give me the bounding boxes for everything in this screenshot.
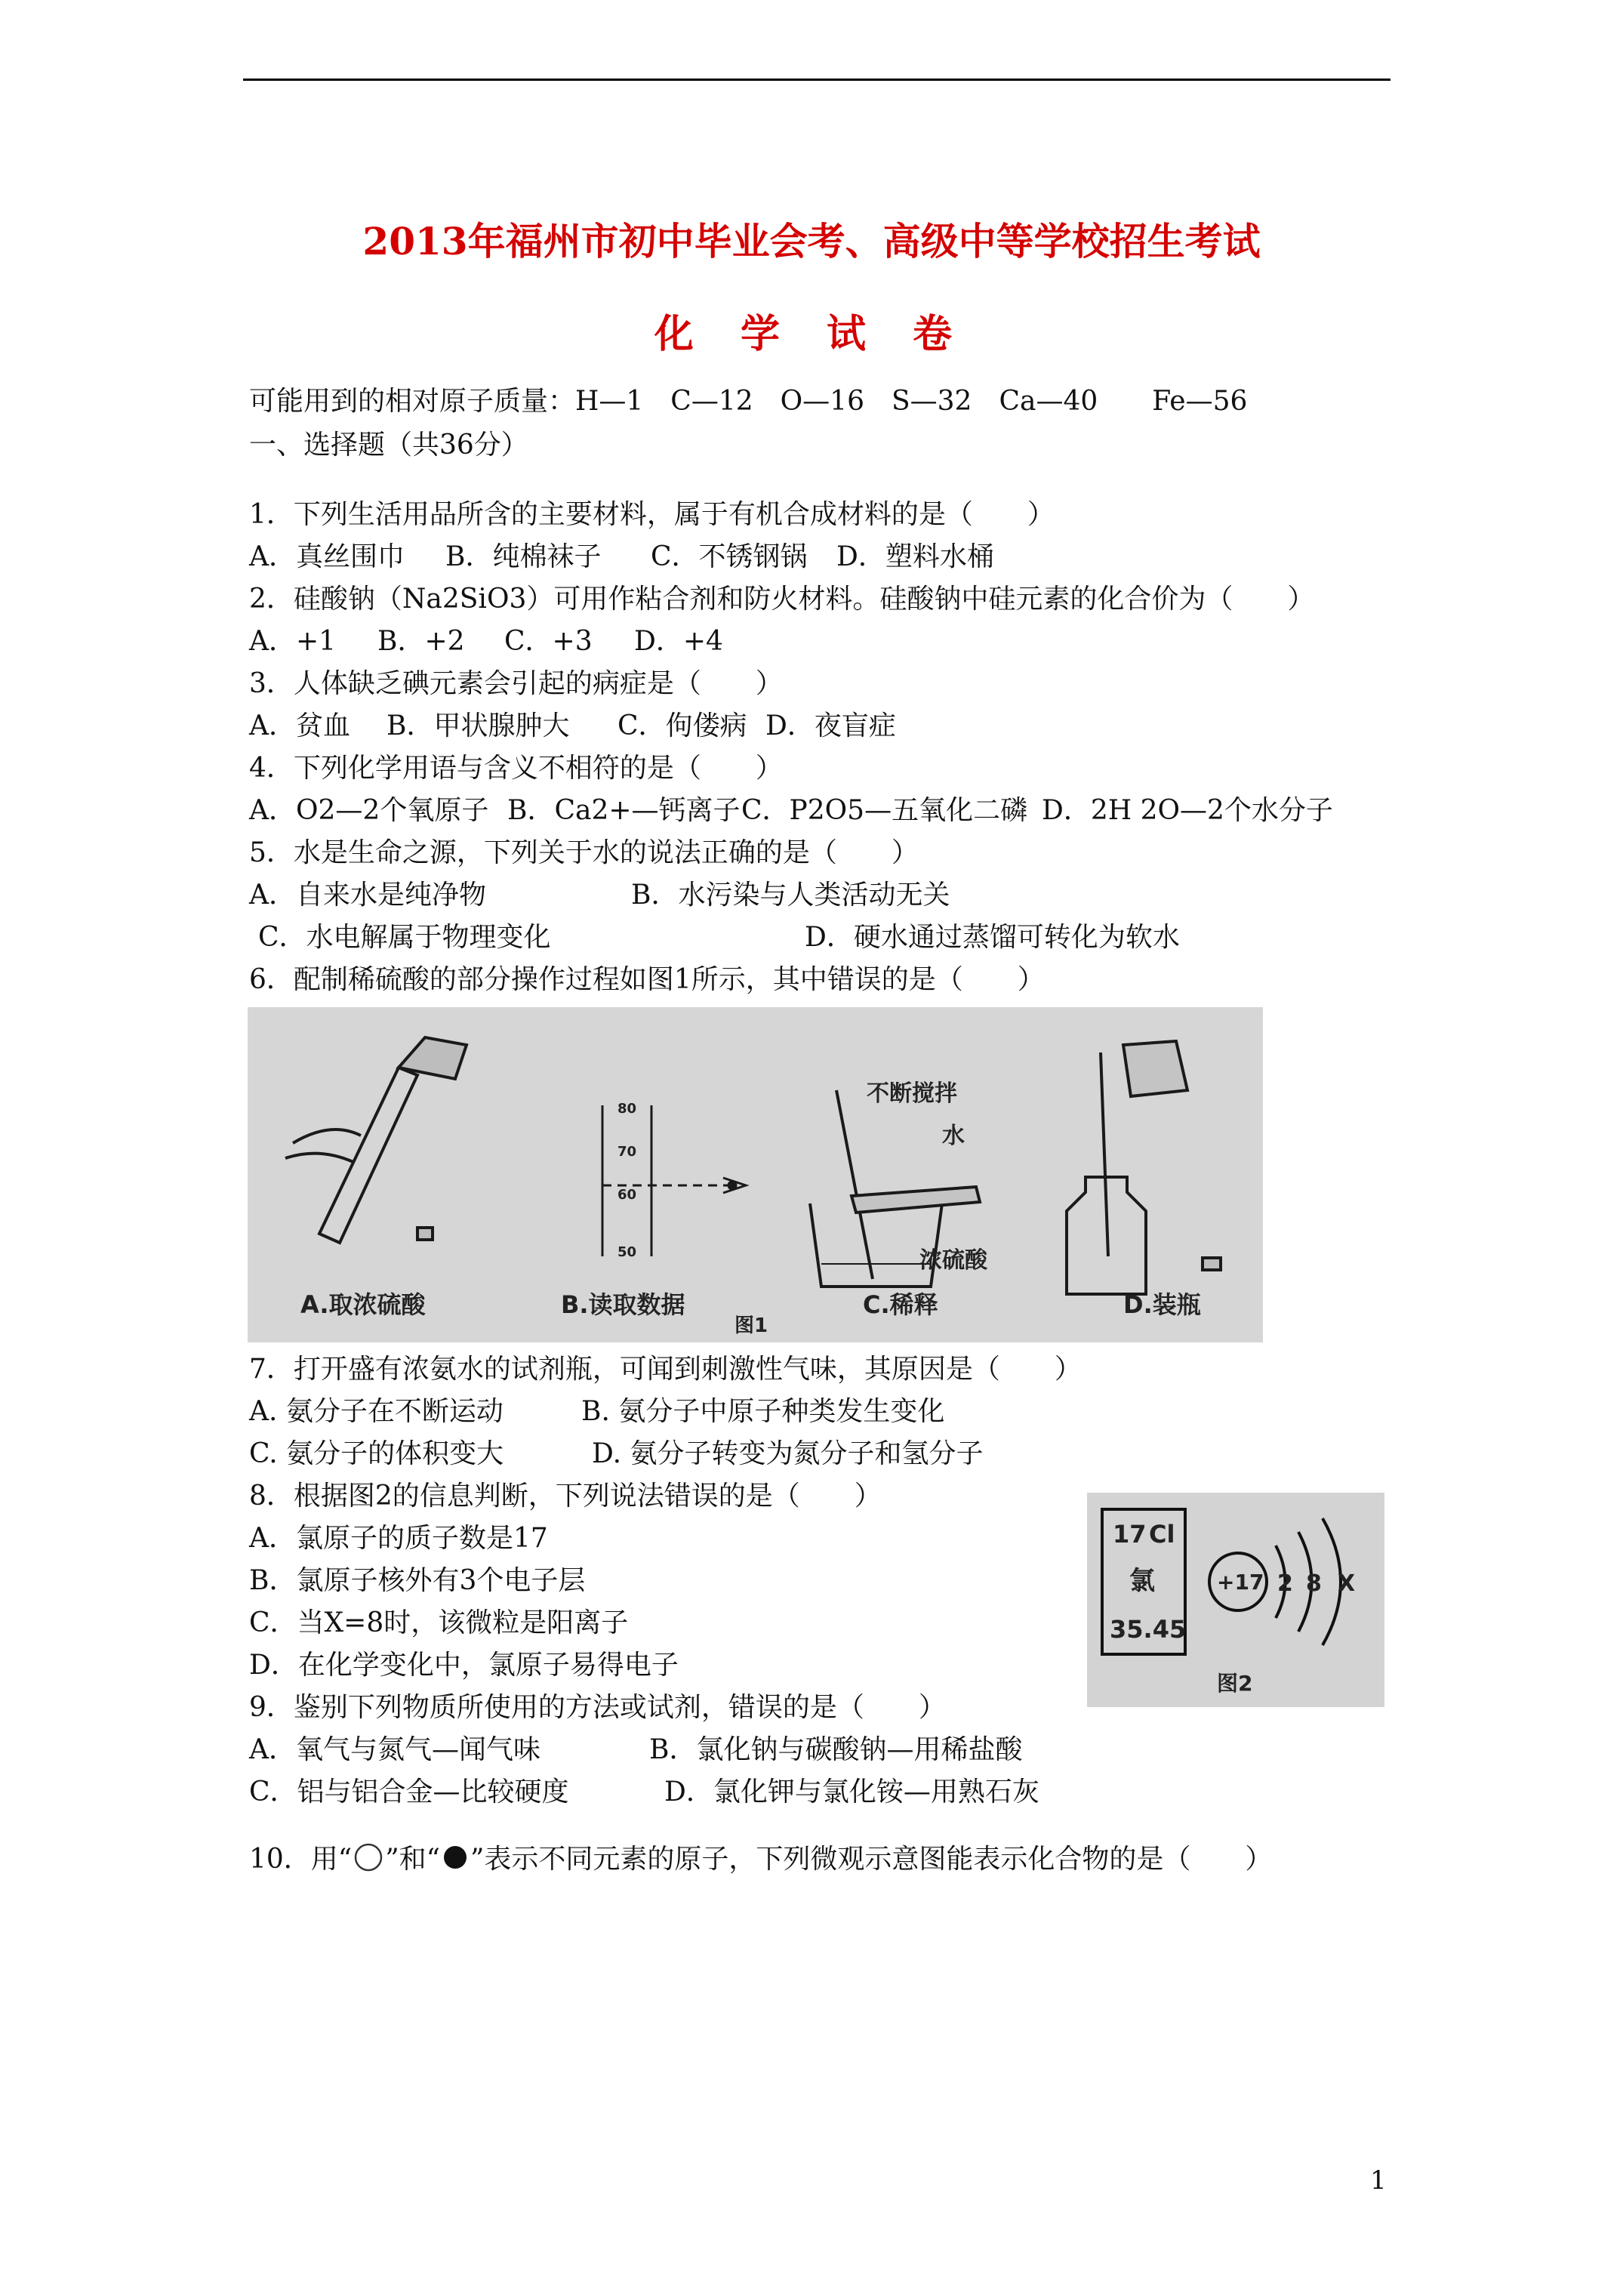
q4-option-b: B．Ca2+—钙离子 <box>507 795 741 826</box>
question-4-stem: 4．下列化学用语与含义不相符的是（ ） <box>249 753 783 784</box>
q2-option-d: D．+4 <box>634 626 723 657</box>
page-number: 1 <box>1370 2165 1387 2196</box>
q2-option-c: C．+3 <box>504 626 593 657</box>
q8-option-a: A．氯原子的质子数是17 <box>249 1523 548 1554</box>
shell-3-count: X <box>1338 1570 1356 1597</box>
q10-part2: ”和“ <box>385 1844 441 1875</box>
q9-option-b: B．氯化钠与碳酸钠—用稀盐酸 <box>649 1734 1023 1765</box>
water-label: 水 <box>942 1123 965 1149</box>
question-3-stem: 3．人体缺乏碘元素会引起的病症是（ ） <box>249 668 783 699</box>
q9-option-d: D．氯化钾与氯化铵—用熟石灰 <box>664 1777 1039 1808</box>
q10-part1: 10．用“ <box>249 1844 353 1875</box>
scale-80: 80 <box>617 1101 637 1117</box>
black-atom-icon <box>440 1842 470 1872</box>
stir-label: 不断搅拌 <box>867 1080 957 1107</box>
q3-option-b: B．甲状腺肿大 <box>387 710 570 741</box>
shell-2-count: 8 <box>1306 1570 1322 1597</box>
figure-2 <box>1087 1493 1384 1707</box>
figure-1 <box>248 1007 1263 1342</box>
question-6-stem: 6．配制稀硫酸的部分操作过程如图1所示，其中错误的是（ ） <box>249 964 1045 995</box>
figure-1-caption: 图1 <box>735 1314 768 1337</box>
label-c: C.稀释 <box>863 1290 938 1319</box>
q2-option-b: B．+2 <box>377 626 465 657</box>
q1-option-b: B．纯棉袜子 <box>445 541 602 572</box>
q3-option-c: C．佝偻病 <box>617 710 747 741</box>
element-mass: 35.45 <box>1110 1615 1187 1644</box>
figure-2-caption: 图2 <box>1217 1671 1253 1696</box>
q8-option-c: C．当X=8时，该微粒是阳离子 <box>249 1607 629 1638</box>
q4-option-c: C．P2O5—五氧化二磷 <box>741 795 1028 826</box>
section-heading: 一、选择题（共36分） <box>249 430 528 461</box>
element-number: 17 <box>1113 1520 1147 1549</box>
element-name: 氯 <box>1129 1566 1155 1596</box>
q9-option-c: C．铝与铝合金—比较硬度 <box>249 1777 569 1808</box>
q5-option-d: D．硬水通过蒸馏可转化为软水 <box>805 922 1180 953</box>
q1-option-d: D．塑料水桶 <box>836 541 994 572</box>
q3-option-a: A．贫血 <box>249 710 350 741</box>
q5-option-b: B．水污染与人类活动无关 <box>631 880 950 911</box>
scale-70: 70 <box>617 1144 637 1160</box>
q7-option-b: B. 氨分子中原子种类发生变化 <box>581 1396 945 1427</box>
q10-part3: ”表示不同元素的原子，下列微观示意图能表示化合物的是（ ） <box>470 1844 1273 1875</box>
question-1-stem: 1．下列生活用品所含的主要材料，属于有机合成材料的是（ ） <box>249 499 1055 530</box>
acid-label: 浓硫酸 <box>919 1247 987 1274</box>
question-10-stem <box>249 1841 1272 1876</box>
q9-option-a: A．氧气与氮气—闻气味 <box>249 1734 540 1765</box>
question-9-stem: 9．鉴别下列物质所使用的方法或试剂，错误的是（ ） <box>249 1692 946 1723</box>
exam-title: 2013年福州市初中毕业会考、高级中等学校招生考试 <box>362 219 1261 264</box>
q7-option-a: A. 氨分子在不断运动 <box>249 1396 504 1427</box>
scale-50: 50 <box>617 1244 637 1260</box>
q5-option-a: A．自来水是纯净物 <box>249 880 486 911</box>
question-2-stem: 2．硅酸钠（Na2SiO3）可用作粘合剂和防火材料。硅酸钠中硅元素的化合价为（ ） <box>249 584 1315 615</box>
question-8-stem: 8．根据图2的信息判断，下列说法错误的是（ ） <box>249 1481 882 1512</box>
shell-1-count: 2 <box>1277 1570 1293 1597</box>
label-a: A.取浓硫酸 <box>300 1290 426 1319</box>
q4-option-d: D．2H 2O—2个水分子 <box>1042 795 1333 826</box>
q8-option-b: B．氯原子核外有3个电子层 <box>249 1565 586 1596</box>
atomic-masses: 可能用到的相对原子质量：H—1 C—12 O—16 S—32 Ca—40 Fe—56 <box>249 386 1248 417</box>
q7-option-d: D. 氨分子转变为氮分子和氢分子 <box>592 1438 984 1469</box>
header-rule <box>243 79 1390 81</box>
element-symbol: Cl <box>1149 1520 1175 1549</box>
question-5-stem: 5．水是生命之源，下列关于水的说法正确的是（ ） <box>249 837 919 868</box>
label-b: B.读取数据 <box>561 1290 685 1319</box>
q1-option-a: A．真丝围巾 <box>249 541 405 572</box>
q1-option-c: C．不锈钢锅 <box>651 541 808 572</box>
exam-subtitle: 化 学 试 卷 <box>654 311 969 357</box>
q3-option-d: D．夜盲症 <box>765 710 896 741</box>
label-d: D.装瓶 <box>1123 1290 1201 1319</box>
q4-option-a: A．O2—2个氧原子 <box>249 795 489 826</box>
q5-option-c: C．水电解属于物理变化 <box>258 922 551 953</box>
q8-option-d: D．在化学变化中，氯原子易得电子 <box>249 1650 679 1681</box>
figure-1-drawing <box>248 1007 1263 1342</box>
figure-2-drawing <box>1087 1493 1384 1707</box>
scale-60: 60 <box>617 1187 637 1203</box>
q2-option-a: A．+1 <box>249 626 337 657</box>
white-atom-icon <box>352 1841 385 1874</box>
q7-option-c: C. 氨分子的体积变大 <box>249 1438 504 1469</box>
nucleus-charge: +17 <box>1217 1570 1264 1595</box>
question-7-stem: 7．打开盛有浓氨水的试剂瓶，可闻到刺激性气味，其原因是（ ） <box>249 1354 1082 1385</box>
